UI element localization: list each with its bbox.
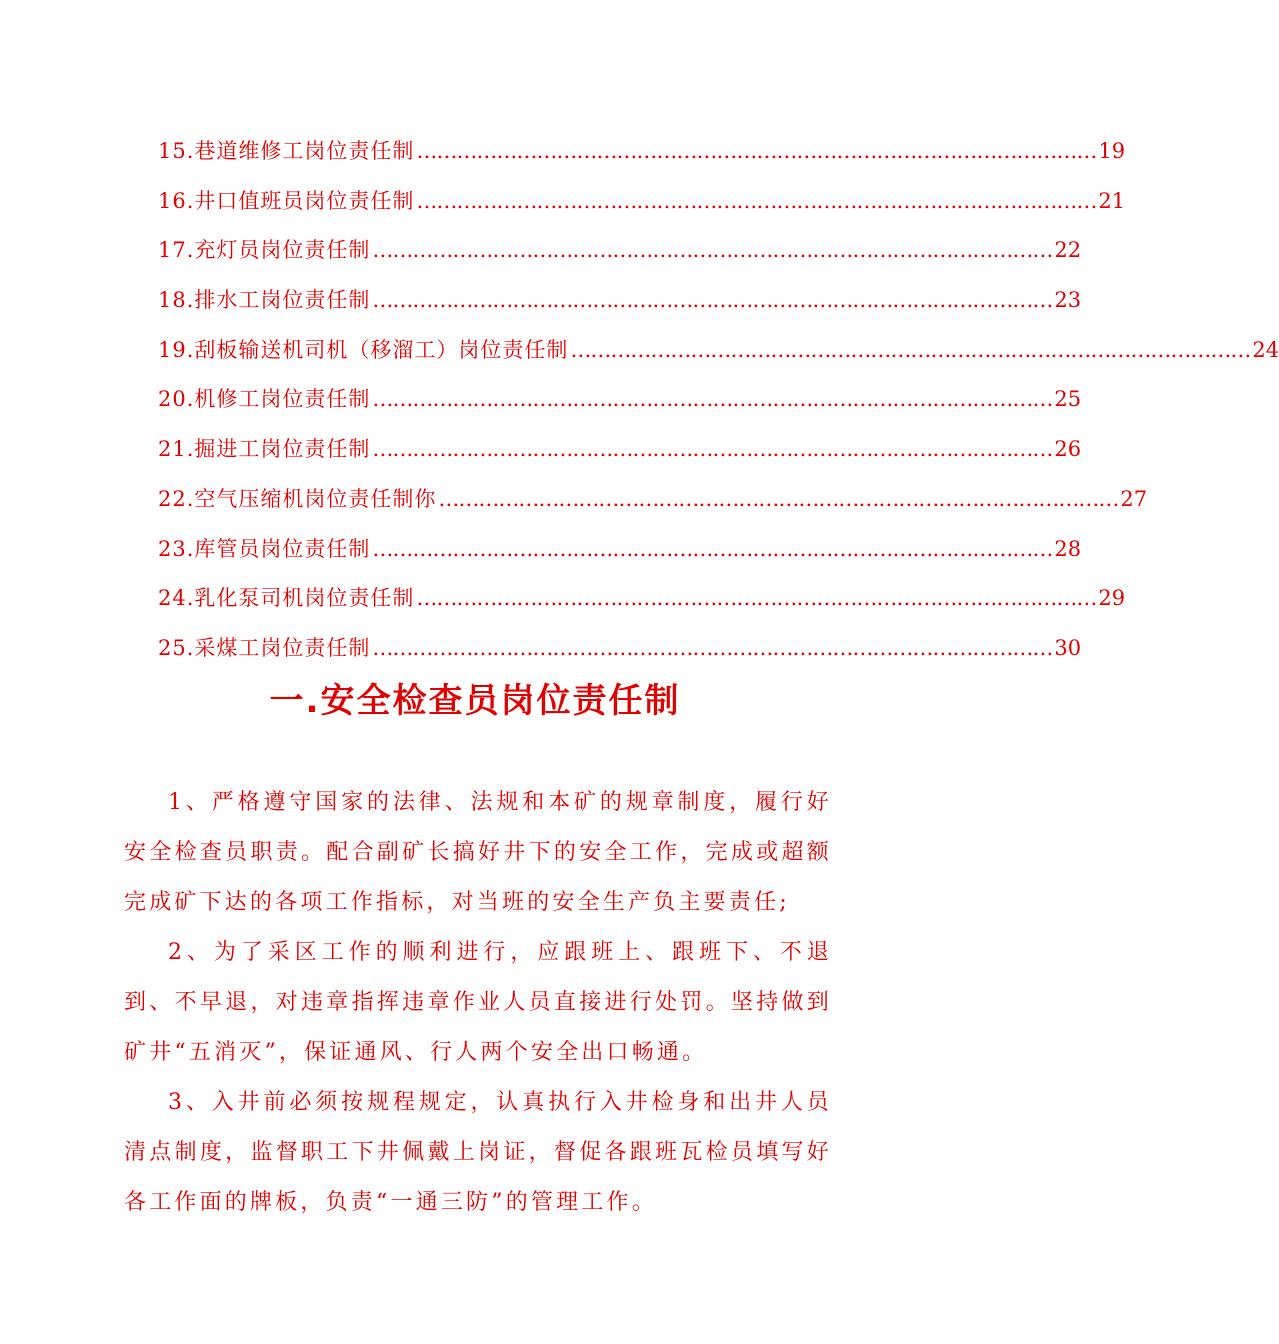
- toc-dot-leader: …………………………………………………………………………………………: [438, 486, 1119, 511]
- toc-page-number: 25: [1054, 387, 1082, 412]
- toc-entry[interactable]: [158, 132, 1126, 182]
- toc-dot-leader: …………………………………………………………………………………………: [372, 288, 1053, 313]
- toc-entry[interactable]: [158, 629, 1082, 679]
- toc-page-number: 23: [1054, 288, 1082, 313]
- table-of-contents: [158, 132, 1279, 679]
- body-paragraph: 3、入井前必须按规程规定，认真执行入井检身和出井人员清点制度，监督职工下井佩戴上岗证，督促各跟班瓦检员填写好各工作面的牌板，负责“一通三防”的管理工作。: [124, 1090, 832, 1215]
- toc-dot-leader: …………………………………………………………………………………………: [570, 337, 1251, 362]
- toc-dot-leader: …………………………………………………………………………………………: [416, 139, 1097, 163]
- section-body: [124, 778, 832, 1228]
- toc-page-number: 19: [1098, 139, 1126, 163]
- toc-entry[interactable]: [158, 430, 1082, 480]
- toc-dot-leader: …………………………………………………………………………………………: [372, 635, 1053, 660]
- toc-page-number: 27: [1120, 486, 1148, 511]
- toc-page-number: 30: [1054, 635, 1082, 660]
- toc-dot-leader: …………………………………………………………………………………………: [372, 437, 1053, 462]
- toc-entry[interactable]: [158, 331, 1279, 381]
- toc-dot-leader: …………………………………………………………………………………………: [416, 586, 1097, 611]
- toc-entry-title: 22.空气压缩机岗位责任制你: [158, 486, 437, 511]
- toc-entry-title: 25.采煤工岗位责任制: [158, 635, 371, 660]
- toc-entry-title: 20.机修工岗位责任制: [158, 387, 371, 412]
- toc-dot-leader: …………………………………………………………………………………………: [416, 188, 1097, 213]
- toc-page-number: 22: [1054, 238, 1082, 263]
- toc-page-number: 24: [1252, 337, 1279, 362]
- body-paragraph: 2、为了采区工作的顺利进行，应跟班上、跟班下、不退到、不早退，对违章指挥违章作业人员直接进行处罚。坚持做到矿井“五消灭”，保证通风、行人两个安全出口畅通。: [124, 940, 832, 1065]
- toc-entry-title: 15.巷道维修工岗位责任制: [158, 139, 415, 163]
- toc-page-number: 28: [1054, 536, 1082, 561]
- toc-entry[interactable]: [158, 380, 1082, 430]
- toc-entry[interactable]: [158, 182, 1126, 232]
- toc-entry-title: 21.掘进工岗位责任制: [158, 437, 371, 462]
- toc-entry[interactable]: [158, 530, 1082, 580]
- toc-entry-title: 17.充灯员岗位责任制: [158, 238, 371, 263]
- toc-dot-leader: …………………………………………………………………………………………: [372, 536, 1053, 561]
- toc-entry-title: 23.库管员岗位责任制: [158, 536, 371, 561]
- toc-page-number: 26: [1054, 437, 1082, 462]
- toc-page-number: 29: [1098, 586, 1126, 611]
- toc-entry[interactable]: [158, 480, 1148, 530]
- toc-page-number: 21: [1098, 188, 1126, 213]
- section-heading: 一.安全检查员岗位责任制: [269, 681, 681, 721]
- toc-dot-leader: …………………………………………………………………………………………: [372, 387, 1053, 412]
- toc-entry-title: 24.乳化泵司机岗位责任制: [158, 586, 415, 611]
- body-paragraph: 1、严格遵守国家的法律、法规和本矿的规章制度，履行好安全检查员职责。配合副矿长搞好井下的安全工作，完成或超额完成矿下达的各项工作指标，对当班的安全生产负主要责任;: [124, 790, 832, 915]
- toc-entry[interactable]: [158, 579, 1126, 629]
- toc-dot-leader: …………………………………………………………………………………………: [372, 238, 1053, 263]
- toc-entry[interactable]: [158, 281, 1082, 331]
- toc-entry-title: 16.井口值班员岗位责任制: [158, 188, 415, 213]
- toc-entry-title: 18.排水工岗位责任制: [158, 288, 371, 313]
- toc-entry-title: 19.刮板输送机司机（移溜工）岗位责任制: [158, 337, 569, 362]
- toc-entry[interactable]: [158, 231, 1082, 281]
